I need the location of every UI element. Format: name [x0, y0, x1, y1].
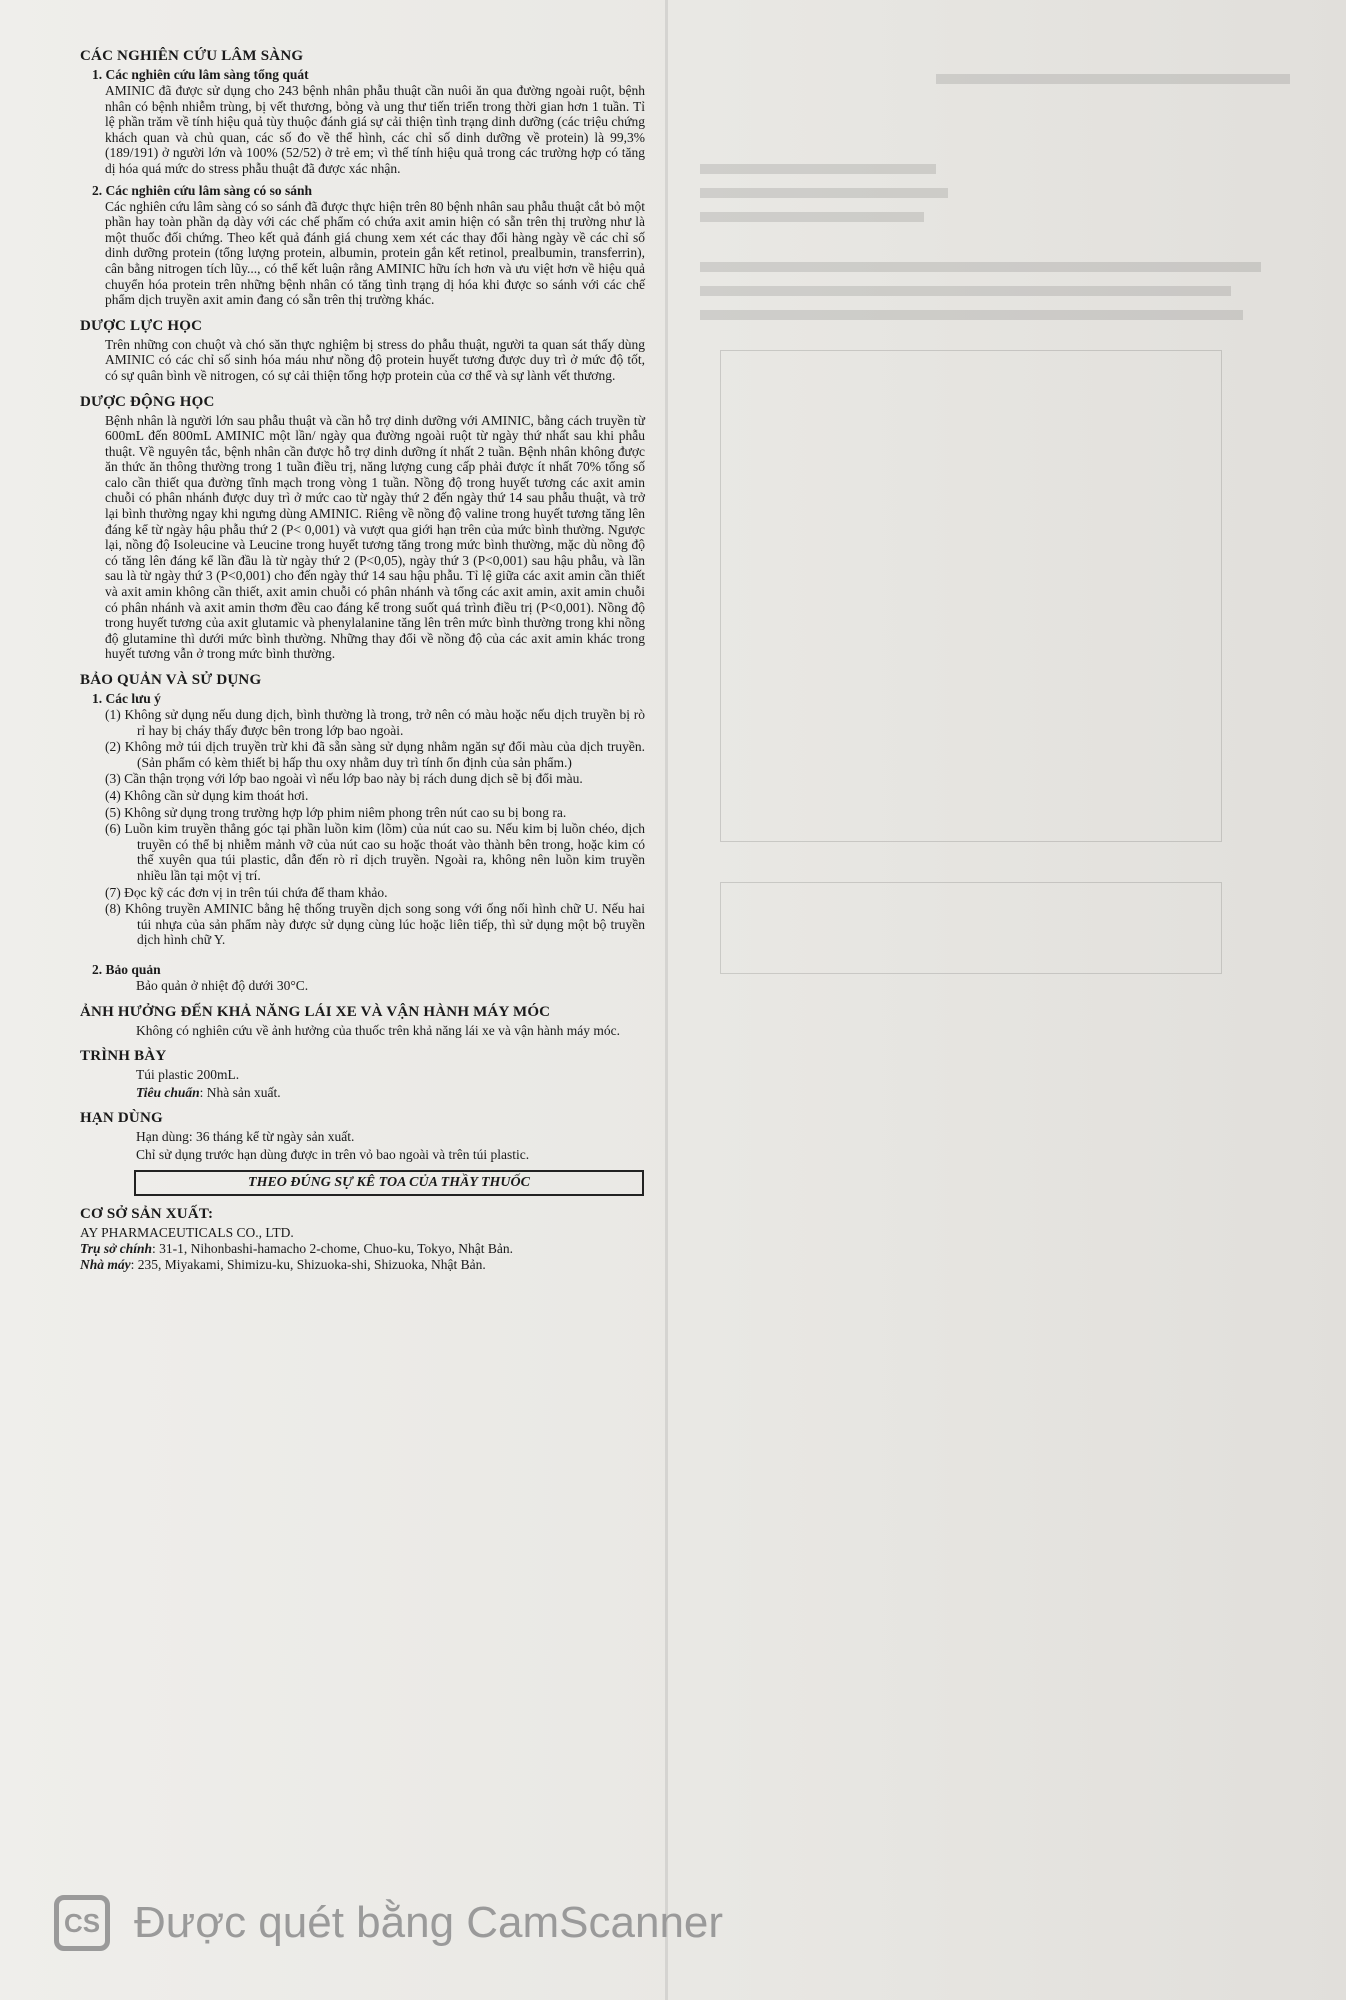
subheading-storage: 2. Bảo quản [92, 961, 161, 977]
page-fold [665, 0, 668, 2000]
caution-item: (3) Cần thận trọng với lớp bao ngoài vì nếu lớp bao này bị rách dung dịch sẽ bị đổi màu. [105, 771, 583, 787]
subheading-comparative-studies: 2. Các nghiên cứu lâm sàng có so sánh [92, 182, 313, 198]
caution-item: (2) Không mở túi dịch truyền trừ khi đã sẵn sàng sử dụng nhằm ngăn sự đổi màu của dịch truyền. (Sản phẩm có kèm thiết bị hấp thu oxy nhằm duy trì tính ổn định của sản phẩm.) [105, 739, 645, 770]
storage-text: Bảo quản ở nhiệt độ dưới 30°C. [136, 977, 309, 993]
expiry-period: Hạn dùng: 36 tháng kể từ ngày sản xuất. [136, 1129, 355, 1145]
caution-item: (6) Luồn kim truyền thẳng góc tại phần luồn kim (lõm) của nút cao su. Nếu kim bị luồn chéo, dịch truyền có thể bị nhiễm mảnh vỡ của nút cao su hoặc thoát vào thành bên trong, hoặc kim có thể xuyên qua túi plastic, dẫn đến rò rỉ dịch truyền. Ngoài ra, không nên luồn kim truyền nhiều lần tại một vị trí. [105, 821, 645, 883]
caution-item: (5) Không sử dụng trong trường hợp lớp phim niêm phong trên nút cao su bị bong ra. [105, 804, 567, 820]
caution-item: (4) Không cần sử dụng kim thoát hơi. [105, 787, 309, 803]
caution-item: (8) Không truyền AMINIC bằng hệ thống truyền dịch song song với ống nối hình chữ U. Nếu hai túi nhựa của sản phẩm này được sử dụng cùng lúc hoặc liên tiếp, thì sử dụng một bộ truyền dịch hình chữ Y. [105, 901, 645, 948]
standard-value: : Nhà sản xuất. [199, 1084, 281, 1100]
manufacturer-plant [80, 1257, 645, 1273]
prescription-notice-box: THEO ĐÚNG SỰ KÊ TOA CỦA THẦY THUỐC [134, 1170, 644, 1196]
heading-driving: ẢNH HƯỞNG ĐẾN KHẢ NĂNG LÁI XE VÀ VẬN HÀNH MÁY MÓC [80, 1003, 551, 1020]
comparative-studies-text: Các nghiên cứu lâm sàng có so sánh đã được thực hiện trên 80 bệnh nhân sau phẫu thuật cắt bỏ một phần hay toàn phần dạ dày với các chế phẩm có chứa axit amin hiện có sẵn trên thị trường như là một thuốc đối chứng. Theo kết quả đánh giá chung xem xét các thay đổi hàng ngày về các chỉ số dinh dưỡng protein (tổng lượng protein, albumin, protein gắn kết retinol, prealbumin, transferrin), cân bằng nitrogen tích lũy..., có thể kết luận rằng AMINIC hữu ích hơn và ưu việt hơn về hiệu quả chuyển hóa protein trên những bệnh nhân có tăng tình trạng dị hóa khi được so sánh với các chế phẩm dịch truyền axit amin đang có sẵn trên thị trường khác. [105, 198, 645, 308]
subheading-general-studies: 1. Các nghiên cứu lâm sàng tổng quát [92, 67, 309, 82]
presentation-pack: Túi plastic 200mL. [136, 1067, 240, 1083]
subheading-cautions: 1. Các lưu ý [92, 691, 161, 706]
expiry-note: Chỉ sử dụng trước hạn dùng được in trên vỏ bao ngoài và trên túi plastic. [136, 1146, 530, 1162]
camscanner-watermark-text: Được quét bằng CamScanner [134, 1898, 724, 1947]
pharmacodynamics-text: Trên những con chuột và chó săn thực nghiệm bị stress do phẫu thuật, người ta quan sát thấy dùng AMINIC có các chỉ số sinh hóa máu như nồng độ protein huyết tương được duy trì ở mức độ tốt, có sự quân bình về nitrogen, có sự cải thiện tổng hợp protein của cơ thể và sự lành vết thương. [105, 336, 645, 383]
leaflet-content [80, 48, 645, 1272]
presentation-standard [136, 1085, 645, 1101]
hq-label: Trụ sở chính [80, 1241, 153, 1257]
heading-expiry: HẠN DÙNG [80, 1110, 163, 1127]
pharmacokinetics-text: Bệnh nhân là người lớn sau phẫu thuật và cần hỗ trợ dinh dưỡng với AMINIC, bằng cách truyền từ 600mL đến 800mL AMINIC một lần/ ngày qua đường ngoài ruột từ ngày thứ nhất sau khi phẫu thuật. Về nguyên tắc, bệnh nhân cần được hỗ trợ dinh dưỡng ít nhất 2 tuần. Bệnh nhân không được ăn thức ăn thông thường trong 1 tuần điều trị, năng lượng cung cấp phải được ít nhất 70% tổng số calo cần thiết qua đường tĩnh mạch trong vòng 1 tuần. Nồng độ trong huyết tương các axit amin chuỗi có phân nhánh được duy trì ở mức cao từ ngày thứ 2 đến ngày thứ 14 sau phẫu thuật, và trở lại bình thường ngay khi ngưng dùng AMINIC. Riêng về nồng độ valine trong huyết tương tăng lên đáng kể từ ngày hậu phẫu thứ 2 (P< 0,001) và vượt qua giới hạn trên của mức bình thường. Ngược lại, nồng độ Isoleucine và Leucine trong huyết tương tăng trong mức bình thường, mặc dù nồng độ có tăng lên đáng kể lần đầu là từ ngày thứ 2 (P<0,05), ngày thứ 3 (P<0,001) sau hậu phẫu, và lần sau là từ ngày thứ 3 (P<0,001) cho đến ngày thứ 14 sau hậu phẫu. Tỉ lệ giữa các axit amin cần thiết và axit amin không cần thiết, axit amin chuỗi có phân nhánh và tổng các axit amin, axit amin chuỗi có phân nhánh và axit amin thơm đều cao đáng kể trong suốt quá trình điều trị (P<0,001). Nồng độ trong huyết tương của axit glutamic và phenylalanine tăng lên trên mức bình thường trong khi nồng độ glutamine thì dưới mức bình thường. Những thay đổi về nồng độ của các axit amin khác trong huyết tương vẫn ở trong mức bình thường. [105, 412, 645, 662]
heading-storage-usage: BẢO QUẢN VÀ SỬ DỤNG [80, 672, 262, 688]
camscanner-logo-icon: CS [54, 1895, 110, 1951]
heading-pharmacodynamics: DƯỢC LỰC HỌC [80, 317, 203, 334]
standard-label: Tiêu chuẩn [136, 1084, 200, 1100]
bleed-through-page [700, 60, 1290, 974]
plant-label: Nhà máy [80, 1256, 131, 1272]
hq-address: : 31-1, Nihonbashi-hamacho 2-chome, Chuo-ku, Tokyo, Nhật Bản. [152, 1241, 514, 1257]
manufacturer-name: AY PHARMACEUTICALS CO., LTD. [80, 1225, 294, 1241]
heading-presentation: TRÌNH BÀY [80, 1048, 167, 1065]
heading-manufacturer: CƠ SỞ SẢN XUẤT: [80, 1206, 214, 1223]
manufacturer-hq [80, 1241, 645, 1257]
cautions-list [105, 707, 645, 948]
driving-text: Không có nghiên cứu về ảnh hưởng của thuốc trên khả năng lái xe và vận hành máy móc. [136, 1022, 621, 1038]
heading-clinical-studies: CÁC NGHIÊN CỨU LÂM SÀNG [80, 48, 304, 64]
general-studies-text: AMINIC đã được sử dụng cho 243 bệnh nhân phẫu thuật cần nuôi ăn qua đường ngoài ruột, bệnh nhân có bệnh nhiễm trùng, bị vết thương, bỏng và ung thư tiến triển trong thời gian hơn 1 tuần. Tỉ lệ phần trăm về tính hiệu quả tùy thuộc đánh giá sự cải thiện tình trạng dinh dưỡng (các triệu chứng khách quan và chủ quan, các số đo về thể hình, các chỉ số dinh dưỡng về protein) là 99,3% (189/191) ở người lớn và 100% (52/52) ở trẻ em; vì thế tính hiệu quả trong các trường hợp có tăng dị hóa quá mức do stress phẫu thuật đã được xác nhận. [105, 83, 645, 176]
caution-item: (1) Không sử dụng nếu dung dịch, bình thường là trong, trở nên có màu hoặc nếu dịch truyền bị rò rỉ hay bị cháy thấy được bên trong lớp bao ngoài. [105, 707, 645, 738]
heading-pharmacokinetics: DƯỢC ĐỘNG HỌC [80, 393, 215, 410]
plant-address: : 235, Miyakami, Shimizu-ku, Shizuoka-shi, Shizuoka, Nhật Bản. [130, 1256, 486, 1272]
caution-item: (7) Đọc kỹ các đơn vị in trên túi chứa để tham khảo. [105, 884, 388, 900]
